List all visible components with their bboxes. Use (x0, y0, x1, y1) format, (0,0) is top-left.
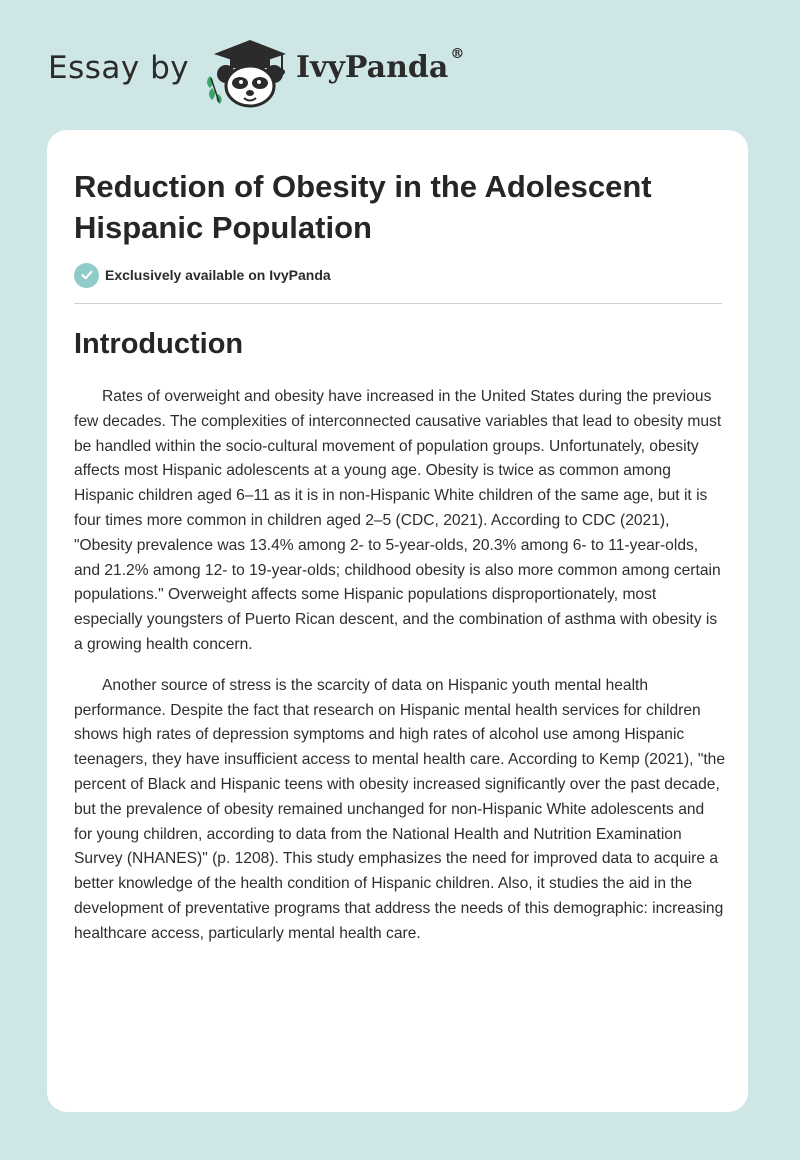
paragraph: Another source of stress is the scarcity of data on Hispanic youth mental health performance. Despite the fact that research on Hispanic mental health services for children shows high rates of depression symptoms and high rates of alcohol use among Hispanic teenagers, they have insufficient access to mental health care. According to Kemp (2021), "the percent of Black and Hispanic teens with obesity increased significantly over the past decade, but the prevalence of obesity remained unchanged for non-Hispanic White adolescents and for young children, according to data from the National Health and Nutrition Examination Survey (NHANES)" (p. 1208). This study emphasizes the need for improved data to acquire a better knowledge of the health condition of Hispanic children. Also, it studies the aid in the development of preventative programs that address the needs of this demographic: increasing healthcare access, particularly mental health care. (74, 676, 726, 942)
check-circle-icon (74, 263, 99, 288)
divider (74, 303, 722, 304)
section-heading: Introduction (74, 328, 244, 360)
exclusive-badge (74, 262, 331, 288)
brand-name[interactable]: IvyPanda ® (296, 46, 465, 85)
registered-mark: ® (450, 46, 465, 62)
page-title: Reduction of Obesity in the Adolescent Hispanic Population (74, 169, 652, 245)
essay-body (74, 385, 726, 963)
essay-card (47, 130, 748, 1112)
brand-prefix: Essay by (48, 50, 190, 86)
site-header (48, 36, 508, 108)
panda-graduation-cap-logo-icon[interactable] (202, 36, 294, 108)
badge-text: Exclusively available on IvyPanda (105, 267, 331, 283)
paragraph: Rates of overweight and obesity have increased in the United States during the previous few decades. The complexities of interconnected causative variables that lead to obesity must be handled within the socio-cultural movement of population groups. Unfortunately, obesity affects most Hispanic adolescents at a young age. Obesity is twice as common among Hispanic children aged 6–11 as it is in non-Hispanic White children of the same age, but it is four times more common in children aged 2–5 (CDC, 2021). According to CDC (2021), "Obesity prevalence was 13.4% among 2- to 5-year-olds, 20.3% among 6- to 11-year-olds, and 21.2% among 12- to 19-year-olds; childhood obesity is also more common among certain populations." Overweight affects some Hispanic populations disproportionately, most especially youngsters of Puerto Rican descent, and the combination of asthma with obesity is a growing health concern. (74, 388, 722, 653)
